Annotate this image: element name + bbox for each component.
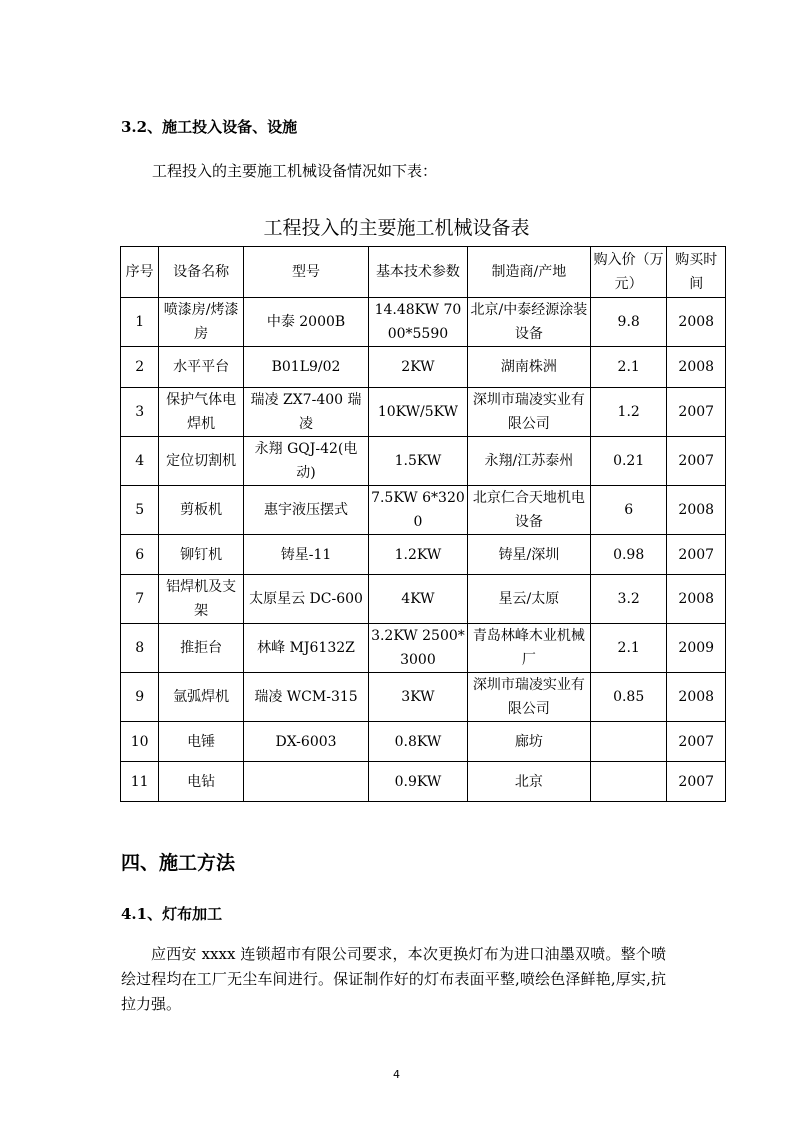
table-cell: 7	[121, 575, 159, 624]
table-cell: 2008	[667, 486, 726, 535]
table-cell: 9.8	[590, 298, 667, 347]
table-cell: 2009	[667, 624, 726, 673]
equipment-table	[120, 246, 726, 802]
table-cell: 惠宇液压摆式	[244, 486, 369, 535]
table-cell: 7.5KW 6*3200	[369, 486, 468, 535]
table-cell: 2.1	[590, 624, 667, 673]
table-cell: 瑞凌 WCM-315	[244, 673, 369, 722]
table-cell: 2008	[667, 347, 726, 388]
table-cell: 电钻	[159, 762, 244, 802]
table-cell	[244, 762, 369, 802]
table-cell: 中泰 2000B	[244, 298, 369, 347]
table-cell: 北京	[467, 762, 590, 802]
table-cell: 北京仁合天地机电设备	[467, 486, 590, 535]
table-cell: 电锤	[159, 722, 244, 762]
table-cell: 保护气体电焊机	[159, 388, 244, 437]
table-cell: 定位切割机	[159, 437, 244, 486]
table-row	[121, 762, 726, 802]
header-cell: 型号	[244, 247, 369, 298]
table-cell: 太原星云 DC-600	[244, 575, 369, 624]
table-cell: 氩弧焊机	[159, 673, 244, 722]
table-cell: 2007	[667, 722, 726, 762]
intro-text: 工程投入的主要施工机械设备情况如下表：	[152, 162, 438, 180]
table-row	[121, 298, 726, 347]
table-cell: B01L9/02	[244, 347, 369, 388]
header-cell: 序号	[121, 247, 159, 298]
table-cell	[590, 722, 667, 762]
table-cell: 1.2	[590, 388, 667, 437]
table-cell: 廊坊	[467, 722, 590, 762]
page-number: 4	[393, 1068, 400, 1081]
table-row	[121, 388, 726, 437]
table-cell: 铝焊机及支架	[159, 575, 244, 624]
table-cell: 6	[590, 486, 667, 535]
section-heading-3-2: 3.2、施工投入设备、设施	[121, 118, 298, 136]
table-cell: 湖南株洲	[467, 347, 590, 388]
table-cell: 8	[121, 624, 159, 673]
table-cell: 2.1	[590, 347, 667, 388]
header-cell: 制造商/产地	[467, 247, 590, 298]
table-row	[121, 535, 726, 575]
table-header-row	[121, 247, 726, 298]
table-cell: 6	[121, 535, 159, 575]
section-heading-4-1: 4.1、灯布加工	[121, 905, 223, 923]
table-cell: 铸星-11	[244, 535, 369, 575]
table-cell: 水平平台	[159, 347, 244, 388]
table-cell: 3	[121, 388, 159, 437]
table-cell	[590, 762, 667, 802]
table-cell: 1.5KW	[369, 437, 468, 486]
table-row	[121, 624, 726, 673]
table-row	[121, 486, 726, 535]
table-cell: 3KW	[369, 673, 468, 722]
table-title: 工程投入的主要施工机械设备表	[263, 217, 530, 239]
table-cell: 永翔/江苏泰州	[467, 437, 590, 486]
table-cell: 深圳市瑞凌实业有限公司	[467, 673, 590, 722]
table-cell: 青岛林峰木业机械厂	[467, 624, 590, 673]
table-cell: 11	[121, 762, 159, 802]
table-cell: 4KW	[369, 575, 468, 624]
table-cell: 2007	[667, 437, 726, 486]
table-cell: 铆钉机	[159, 535, 244, 575]
table-cell: 0.21	[590, 437, 667, 486]
body-paragraph: 应西安 xxxx 连锁超市有限公司要求，本次更换灯布为进口油墨双喷。整个喷绘过程均在工厂无尘车间进行。保证制作好的灯布表面平整,喷绘色泽鲜艳,厚实,抗拉力强。	[121, 945, 666, 1013]
table-row	[121, 347, 726, 388]
table-cell: 瑞凌 ZX7-400 瑞凌	[244, 388, 369, 437]
table-cell: 2008	[667, 575, 726, 624]
table-cell: 0.85	[590, 673, 667, 722]
table-cell: 10KW/5KW	[369, 388, 468, 437]
table-row	[121, 437, 726, 486]
table-cell: 4	[121, 437, 159, 486]
table-cell: 林峰 MJ6132Z	[244, 624, 369, 673]
table-cell: 1	[121, 298, 159, 347]
table-cell: 0.9KW	[369, 762, 468, 802]
header-cell: 设备名称	[159, 247, 244, 298]
table-row	[121, 673, 726, 722]
table-cell: 5	[121, 486, 159, 535]
table-cell: 1.2KW	[369, 535, 468, 575]
table-cell: 2007	[667, 388, 726, 437]
table-cell: 10	[121, 722, 159, 762]
table-cell: 喷漆房/烤漆房	[159, 298, 244, 347]
table-cell: 14.48KW 7000*5590	[369, 298, 468, 347]
header-cell: 购入价（万元）	[590, 247, 667, 298]
table-cell: 3.2	[590, 575, 667, 624]
table-cell: 2007	[667, 535, 726, 575]
table-cell: 星云/太原	[467, 575, 590, 624]
table-cell: 推拒台	[159, 624, 244, 673]
section-heading-4: 四、施工方法	[121, 852, 236, 874]
header-cell: 购买时间	[667, 247, 726, 298]
table-cell: 2008	[667, 673, 726, 722]
table-cell: 0.8KW	[369, 722, 468, 762]
table-row	[121, 722, 726, 762]
table-cell: 9	[121, 673, 159, 722]
table-cell: 深圳市瑞凌实业有限公司	[467, 388, 590, 437]
table-cell: DX-6003	[244, 722, 369, 762]
table-row	[121, 575, 726, 624]
table-cell: 北京/中泰经源涂装设备	[467, 298, 590, 347]
table-cell: 3.2KW 2500*3000	[369, 624, 468, 673]
table-cell: 剪板机	[159, 486, 244, 535]
table-cell: 2KW	[369, 347, 468, 388]
table-cell: 永翔 GQJ-42(电动)	[244, 437, 369, 486]
header-cell: 基本技术参数	[369, 247, 468, 298]
table-cell: 0.98	[590, 535, 667, 575]
table-cell: 铸星/深圳	[467, 535, 590, 575]
table-cell: 2	[121, 347, 159, 388]
table-cell: 2008	[667, 298, 726, 347]
table-cell: 2007	[667, 762, 726, 802]
